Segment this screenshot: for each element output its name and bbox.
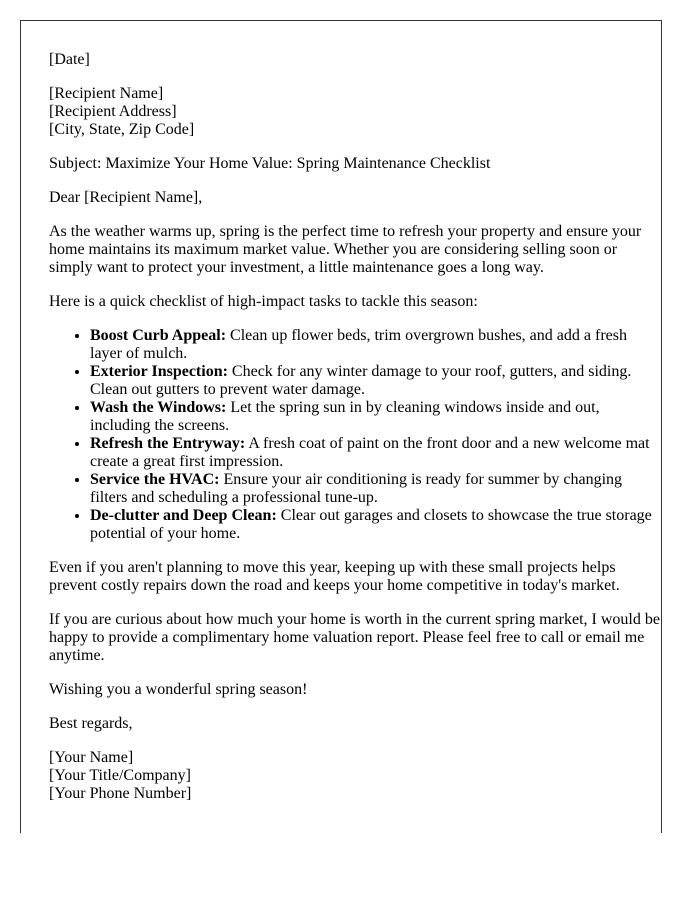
date: [Date] [49,51,90,68]
item-title: De-clutter and Deep Clean: [90,507,277,524]
checklist-intro: Here is a quick checklist of high-impact tasks to tackle this season: [49,293,478,310]
recipient-city: [City, State, Zip Code] [49,121,195,138]
item-text: Clear out garages and closets to showcase the true storage potential of your home. [90,507,652,542]
sender-title: [Your Title/Company] [49,767,191,784]
checklist-item [90,399,661,435]
intro-paragraph: As the weather warms up, spring is the perfect time to refresh your property and ensure your home maintains its maximum market value. Whether you are considering selling soon or simply want to protect your investment, a little maintenance goes a long way. [49,223,642,276]
signature-block [49,749,661,803]
item-text: Clean up flower beds, trim overgrown bushes, and add a fresh layer of mulch. [90,327,627,362]
subject-line: Subject: Maximize Your Home Value: Spring Maintenance Checklist [49,155,491,172]
item-text: Ensure your air conditioning is ready for summer by changing filters and scheduling a professional tune-up. [90,471,623,506]
checklist-item [90,507,661,543]
letter [20,20,662,833]
checklist-item [90,471,661,507]
checklist-item [90,363,661,399]
sender-phone: [Your Phone Number] [49,785,192,802]
wishes: Wishing you a wonderful spring season! [49,681,308,698]
item-title: Refresh the Entryway: [90,435,246,452]
item-title: Exterior Inspection: [90,363,228,380]
recipient-name: [Recipient Name] [49,85,164,102]
item-title: Service the HVAC: [90,471,220,488]
recipient-block [49,85,661,139]
checklist [49,327,661,543]
item-title: Wash the Windows: [90,399,227,416]
body-paragraph: If you are curious about how much your home is worth in the current spring market, I would be happy to provide a complimentary home valuation report. Please feel free to call or email me anytime. [49,611,660,664]
recipient-address: [Recipient Address] [49,103,177,120]
closing: Best regards, [49,715,133,732]
sender-name: [Your Name] [49,749,134,766]
item-text: Check for any winter damage to your roof, gutters, and siding. Clean out gutters to prevent water damage. [90,363,632,398]
salutation: Dear [Recipient Name], [49,189,203,206]
checklist-item [90,435,661,471]
item-text: Let the spring sun in by cleaning windows inside and out, including the screens. [90,399,600,434]
item-text: A fresh coat of paint on the front door and a new welcome mat create a great first impression. [90,435,650,470]
item-title: Boost Curb Appeal: [90,327,227,344]
body-paragraph: Even if you aren't planning to move this year, keeping up with these small projects helps prevent costly repairs down the road and keeps your home competitive in today's market. [49,559,620,594]
checklist-item [90,327,661,363]
